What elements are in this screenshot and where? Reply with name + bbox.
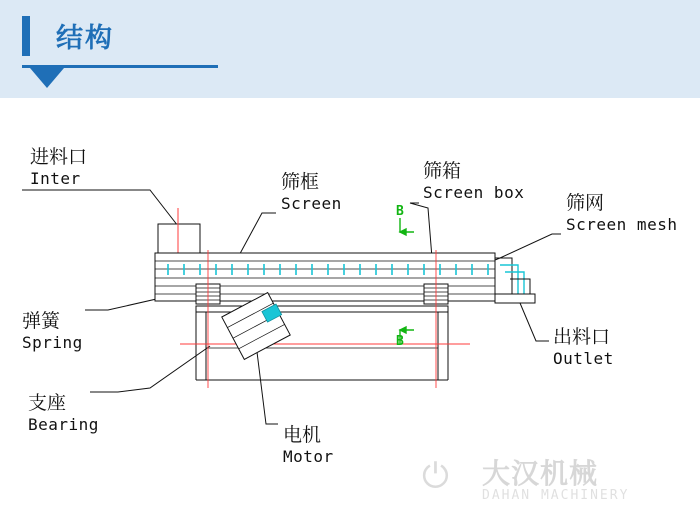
label-inlet-en: Inter — [30, 169, 81, 188]
structure-diagram — [0, 98, 700, 525]
label-motor — [283, 424, 334, 468]
label-screen — [281, 171, 342, 215]
watermark-brand-cn: 大汉机械 — [482, 457, 599, 490]
label-inlet — [30, 146, 87, 190]
label-screen-box-en: Screen box — [423, 183, 525, 202]
label-spring-cn: 弹簧 — [22, 310, 61, 332]
screen-mesh-hatch — [168, 264, 488, 275]
watermark-brand-en: DAHAN MACHINERY — [482, 488, 630, 503]
label-screen-cn: 筛框 — [281, 171, 320, 193]
label-bearing-en: Bearing — [28, 415, 99, 434]
section-mark-b-top: B — [396, 204, 404, 219]
label-bearing — [28, 392, 99, 436]
section-mark-b-bottom: B — [396, 334, 404, 349]
label-outlet — [553, 326, 614, 370]
label-spring-en: Spring — [22, 333, 83, 352]
label-screen-mesh-en: Screen mesh — [566, 215, 678, 234]
motor-assembly — [222, 292, 292, 360]
label-outlet-cn: 出料口 — [553, 326, 611, 348]
label-motor-cn: 电机 — [283, 424, 322, 446]
label-motor-en: Motor — [283, 447, 334, 466]
header-triangle-icon — [30, 68, 64, 88]
label-screen-mesh-cn: 筛网 — [566, 192, 605, 214]
label-screen-box-cn: 筛箱 — [423, 160, 462, 182]
header-band — [0, 0, 700, 98]
label-bearing-cn: 支座 — [28, 392, 67, 414]
watermark-logo-icon: ⏻ — [422, 456, 449, 496]
label-screen-mesh — [566, 192, 677, 236]
label-screen-box — [423, 160, 524, 204]
label-outlet-en: Outlet — [553, 349, 614, 368]
label-inlet-cn: 进料口 — [30, 146, 88, 168]
header-accent-bar — [22, 16, 30, 56]
label-screen-en: Screen — [281, 194, 342, 213]
watermark — [420, 450, 685, 520]
page-title: 结构 — [56, 23, 114, 54]
machine-body — [155, 208, 535, 388]
label-spring — [22, 310, 83, 354]
